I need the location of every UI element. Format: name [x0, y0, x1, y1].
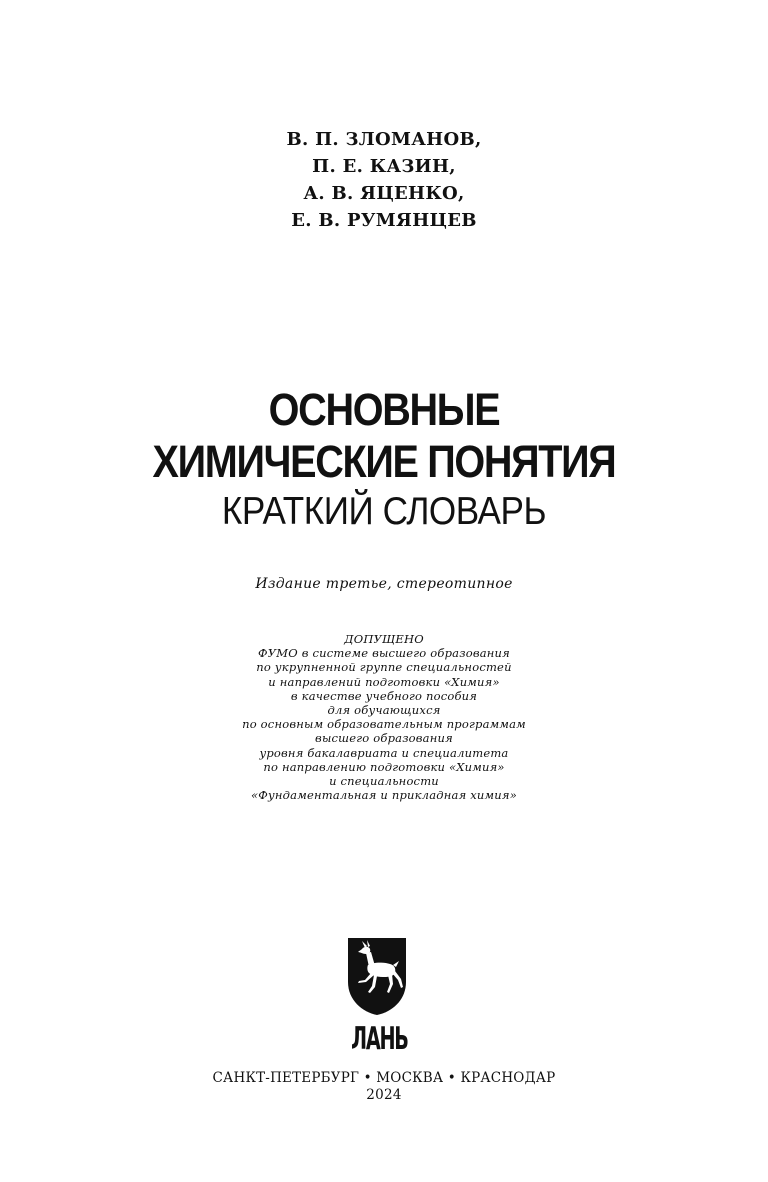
title-line-2: ХИМИЧЕСКИЕ ПОНЯТИЯ: [152, 436, 616, 487]
title-line-1: ОСНОВНЫЕ: [268, 384, 500, 435]
approval-line: в качестве учебного пособия: [290, 688, 478, 703]
publisher-name: ЛАНЬ: [351, 1021, 408, 1057]
approval-line: и направлений подготовки «Химия»: [268, 674, 500, 689]
author-name: В. П. ЗЛОМАНОВ,: [286, 129, 482, 150]
deer-shield-icon: [346, 936, 408, 1016]
approval-line: ФУМО в системе высшего образования: [258, 646, 510, 661]
publication-year: 2024: [366, 1087, 402, 1103]
approval-line: и специальности: [329, 774, 439, 789]
publisher-cities: САНКТ-ПЕТЕРБУРГ • МОСКВА • КРАСНОДАР: [212, 1070, 556, 1086]
authors-block: [0, 126, 768, 234]
author-name: А. В. ЯЦЕНКО,: [303, 183, 465, 204]
edition-note: Издание третье, стереотипное: [255, 576, 513, 592]
book-subtitle: КРАТКИЙ СЛОВАРЬ: [221, 490, 547, 533]
approval-line: по основным образовательным программам: [242, 717, 526, 732]
approval-line: «Фундаментальная и прикладная химия»: [251, 788, 517, 803]
approval-line: высшего образования: [315, 731, 453, 746]
approval-line: по направлению подготовки «Химия»: [263, 759, 505, 774]
approval-block: [0, 632, 768, 802]
book-title: [0, 384, 768, 536]
author-name: Е. В. РУМЯНЦЕВ: [291, 210, 477, 231]
approval-line: по укрупненной группе специальностей: [256, 660, 512, 675]
approval-line: ДОПУЩЕНО: [344, 632, 424, 646]
approval-line: для обучающихся: [327, 703, 441, 718]
author-name: П. Е. КАЗИН,: [312, 156, 456, 177]
approval-line: уровня бакалавриата и специалитета: [259, 745, 509, 760]
